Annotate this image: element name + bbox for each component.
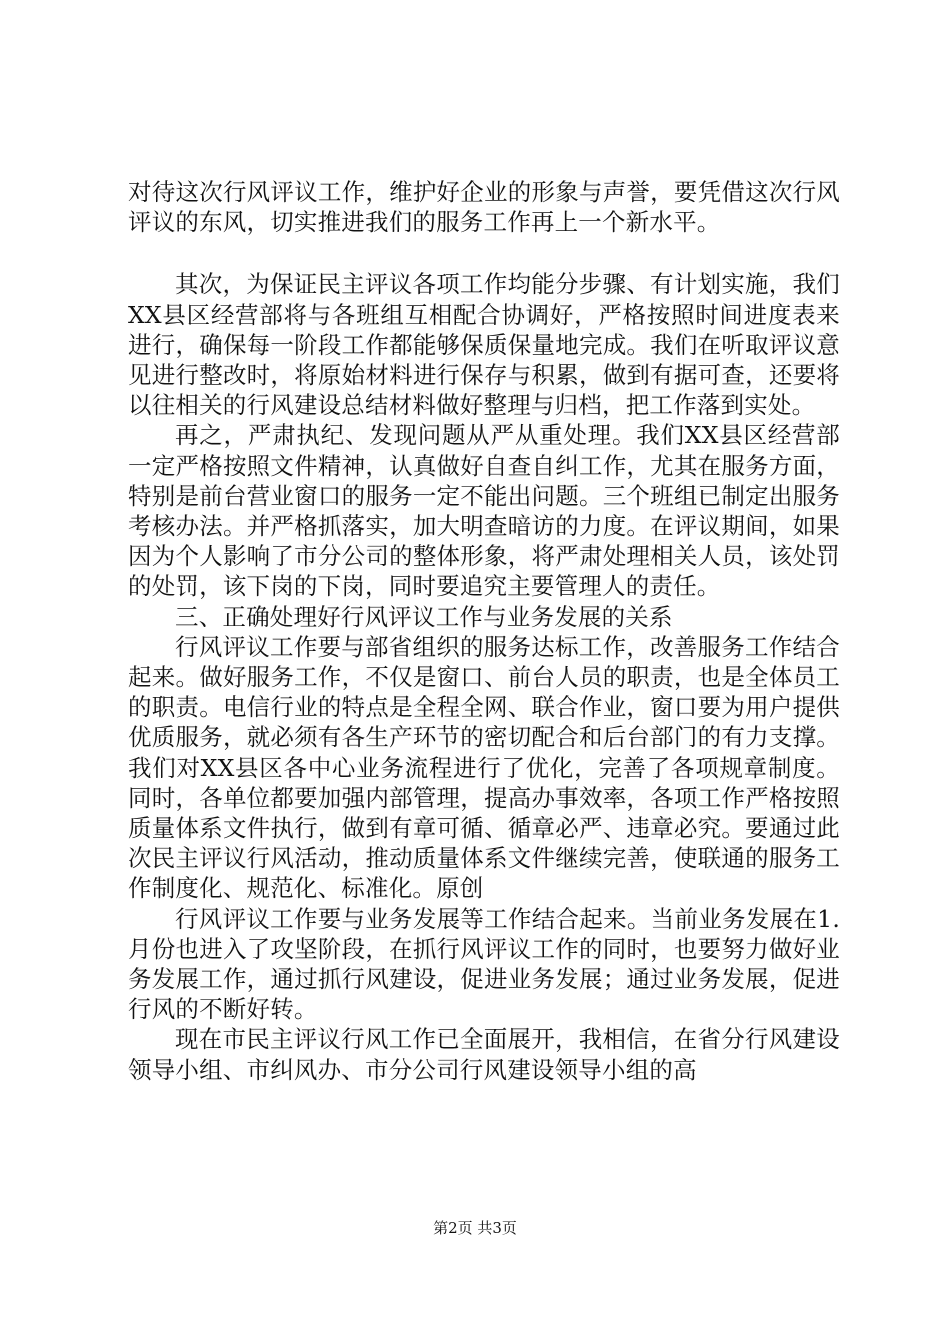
section-heading: 三、正确处理好行风评议工作与业务发展的关系 (175, 602, 673, 631)
paragraph-business-development: 行风评议工作要与业务发展等工作结合起来。当前业务发展在1.月份也进入了攻坚阶段，在抓行风评议工作的同时，也要努力做好业务发展工作，通过抓行风建设，促进业务发展；通过业务发展，促进行风的不断好转。 (128, 904, 840, 1024)
paragraph-service-work: 行风评议工作要与部省组织的服务达标工作，改善服务工作结合起来。做好服务工作，不仅是窗口、前台人员的职责，也是全体员工的职责。电信行业的特点是全程全网、联合作业，窗口要为用户提供优质服务，就必须有各生产环节的密切配合和后台部门的有力支撑。我们对XX县区各中心业务流程进行了优化，完善了各项规章制度。同时，各单位都要加强内部管理，提高办事效率，各项工作严格按照质量体系文件执行，做到有章可循、循章必严、违章必究。要通过此次民主评议行风活动，推动质量体系文件继续完善，使联通的服务工作制度化、规范化、标准化。原创 (128, 632, 840, 903)
page-number-footer: 第2页 共3页 (433, 1219, 517, 1237)
paragraph-second-point: 其次，为保证民主评议各项工作均能分步骤、有计划实施，我们XX县区经营部将与各班组互相配合协调好，严格按照时间进度表来进行，确保每一阶段工作都能够保质保量地完成。我们在听取评议意见进行整改时，将原始材料进行保存与积累，做到有据可查，还要将以往相关的行风建设总结材料做好整理与归档，把工作落到实处。 (128, 270, 840, 420)
document-body (128, 177, 840, 1085)
paragraph-continuation: 对待这次行风评议工作，维护好企业的形象与声誉，要凭借这次行风评议的东风，切实推进我们的服务工作再上一个新水平。 (128, 178, 840, 237)
paragraph-closing: 现在市民主评议行风工作已全面展开，我相信，在省分行风建设领导小组、市纠风办、市分公司行风建设领导小组的高 (128, 1025, 840, 1084)
paragraph-third-point: 再之，严肃执纪、发现问题从严从重处理。我们XX县区经营部一定严格按照文件精神，认真做好自查自纠工作，尤其在服务方面，特别是前台营业窗口的服务一定不能出问题。三个班组已制定出服务考核办法。并严格抓落实，加大明查暗访的力度。在评议期间，如果因为个人影响了市分公司的整体形象，将严肃处理相关人员，该处罚的处罚，该下岗的下岗，同时要追究主要管理人的责任。 (128, 421, 840, 601)
